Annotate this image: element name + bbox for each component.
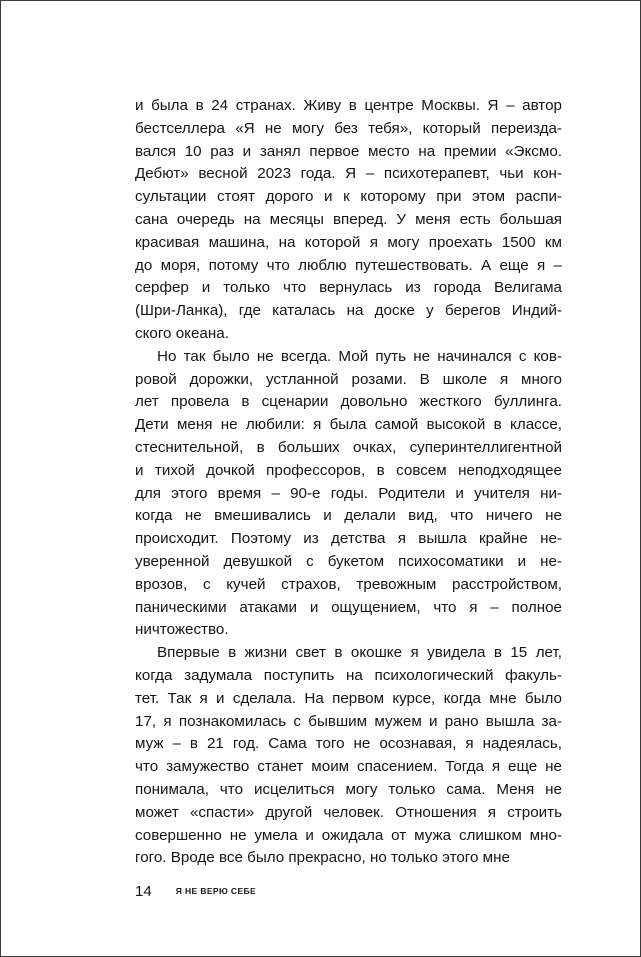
- text-line: паническими атаками и ощущением, что я – полное: [135, 598, 562, 616]
- text-line: и была в 24 странах. Живу в центре Москвы. Я – автор: [135, 97, 562, 114]
- text-line: ровой дорожки, устланной розами. В школе я много: [135, 370, 562, 388]
- text-line: Дети меня не любили: я была самой высокой в классе,: [135, 416, 562, 434]
- page-footer: [135, 880, 256, 902]
- paragraph: [135, 95, 562, 346]
- text-line: понимала, что исцелиться могу только сама. Меня не: [135, 780, 562, 798]
- text-line: серфер и только что вернулась из города Велигама: [135, 279, 562, 297]
- page-number: 14: [135, 882, 152, 900]
- text-line: что замужество станет моим спасением. Тогда я еще не: [135, 758, 562, 776]
- text-line: уверенной девушкой с букетом психосоматики и не-: [135, 552, 562, 570]
- text-line: 17, я познакомилась с бывшим мужем и рано вышла за-: [135, 712, 562, 730]
- paragraph: [135, 642, 562, 870]
- text-line: врозов, с кучей страхов, тревожным расстройством,: [135, 575, 562, 593]
- text-line: (Шри-Ланка), где каталась на доске у берегов Индий-: [135, 302, 562, 320]
- running-title: Я НЕ ВЕРЮ СЕБЕ: [175, 886, 257, 896]
- text-line: бестселлера «Я не могу без тебя», который переизда-: [135, 119, 562, 137]
- body-text: [135, 95, 562, 870]
- text-line: когда задумала поступить на психологический факуль-: [135, 666, 562, 684]
- text-line: для этого время – 90-е годы. Родители и учителя ни-: [135, 484, 562, 502]
- paragraph: [135, 346, 562, 642]
- text-line: до моря, потому что люблю путешествовать. А еще я –: [135, 256, 562, 274]
- text-line: лет провела в сценарии довольно жесткого буллинга.: [135, 393, 562, 411]
- text-line: и тихой дочкой профессоров, в совсем неподходящее: [135, 461, 562, 479]
- text-line: тет. Так я и сделала. На первом курсе, когда мне было: [135, 689, 562, 707]
- text-line: совершенно не умела и ожидала от мужа слишком мно-: [135, 826, 562, 844]
- text-line: Дебют» весной 2023 года. Я – психотерапевт, чьи кон-: [135, 165, 562, 183]
- text-line: ского океана.: [135, 324, 229, 342]
- text-line: когда не вмешивались и делали вид, что ничего не: [135, 507, 562, 525]
- text-line: может «спасти» другой человек. Отношения я строить: [135, 803, 562, 821]
- text-line: ничтожество.: [135, 621, 229, 639]
- text-line: происходит. Поэтому из детства я вышла крайне не-: [135, 530, 562, 548]
- text-line: Впервые в жизни свет в окошке я увидела в 15 лет,: [157, 644, 562, 662]
- text-line: сультации стоят дорого и к которому при этом распи-: [135, 188, 562, 206]
- text-line: гого. Вроде все было прекрасно, но только этого мне: [135, 849, 510, 867]
- text-line: Но так было не всегда. Мой путь не начинался с ков-: [157, 347, 562, 365]
- text-line: стеснительной, в больших очках, суперинтеллигентной: [135, 438, 562, 456]
- text-line: сана очередь на месяцы вперед. У меня есть большая: [135, 210, 562, 228]
- text-line: муж – в 21 год. Сама того не осознавая, я надеялась,: [135, 735, 562, 753]
- text-line: красивая машина, на которой я могу проехать 1500 км: [135, 233, 562, 251]
- text-line: вался 10 раз и занял первое место на премии «Эксмо.: [135, 142, 562, 160]
